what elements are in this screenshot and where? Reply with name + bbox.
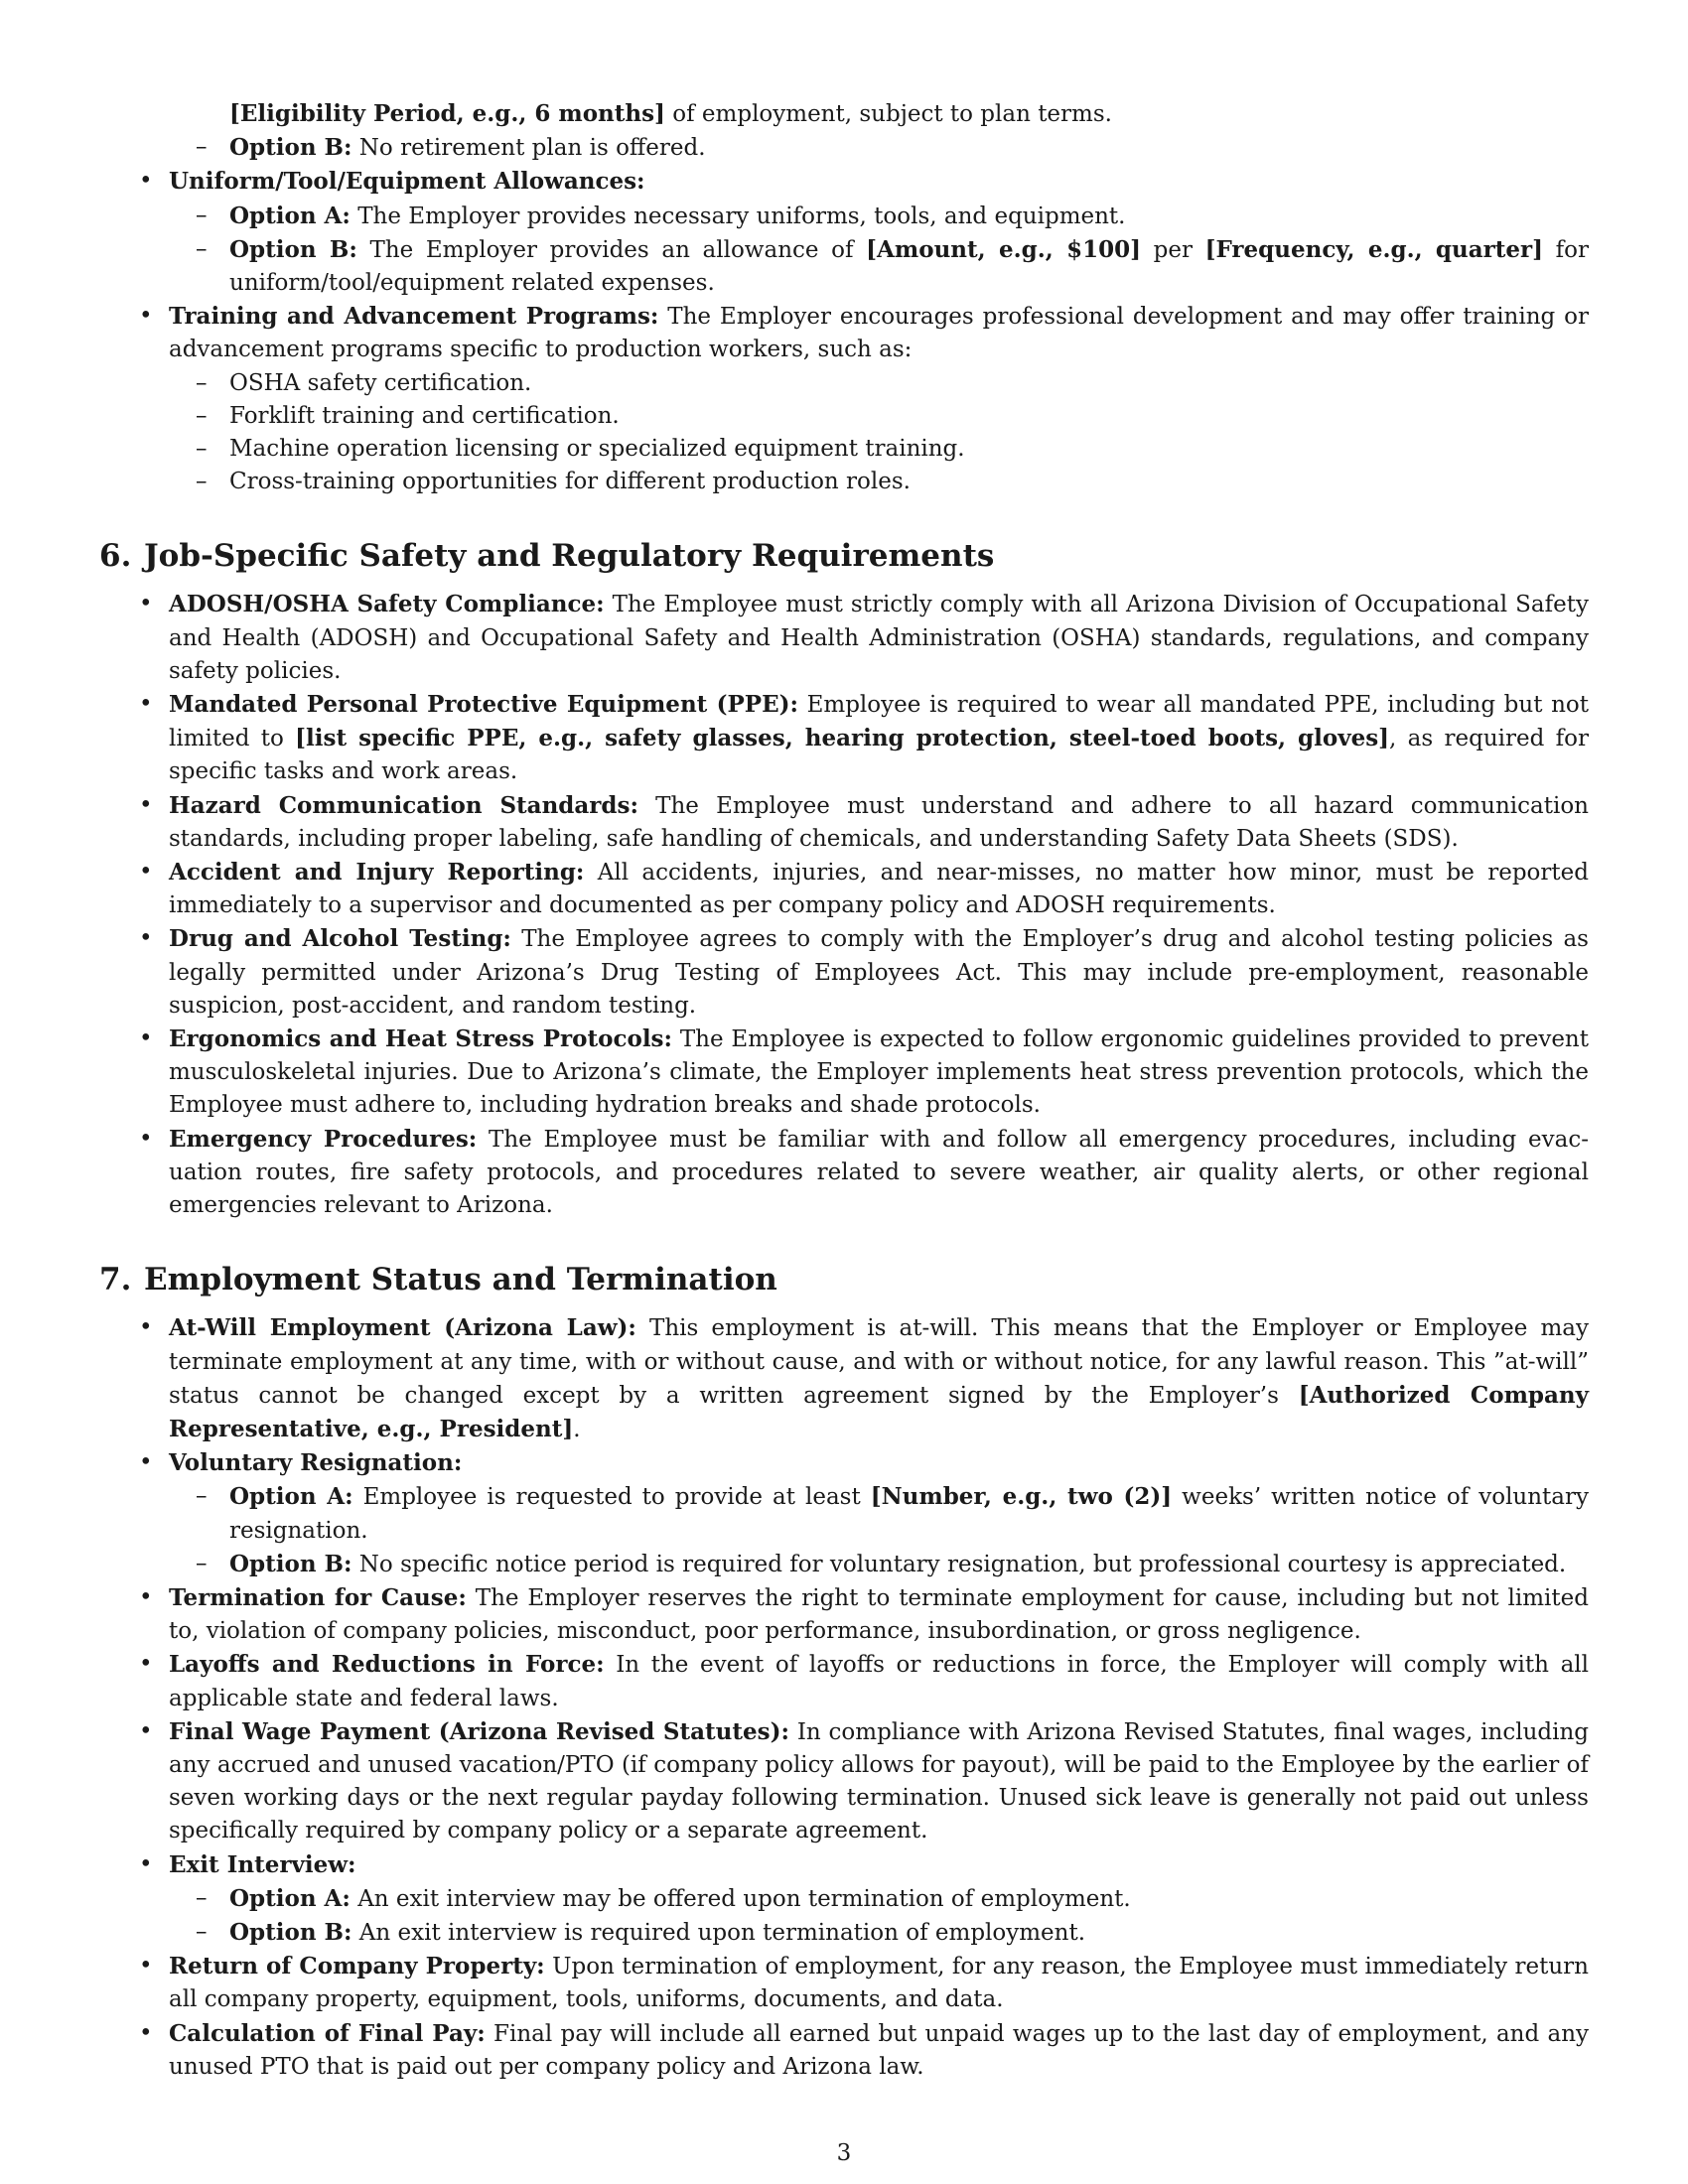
retirement-plan-item-continued	[99, 97, 1589, 165]
retirement-options	[169, 97, 1589, 165]
option-label: Option B:	[229, 235, 357, 263]
option-text: Employee is requested to provide at least	[352, 1484, 871, 1511]
benefits-list	[99, 165, 1589, 498]
item-title: Emergency Procedures:	[169, 1125, 478, 1153]
item-title: Accident and Injury Reporting:	[169, 859, 585, 887]
item-text: The Employer reserves the right to terminate employment for cause, including but not limited to, violation of company policies, misconduct, poor performance, insubordination, or gross negligence.	[169, 1584, 1589, 1645]
item-text: .	[573, 1416, 581, 1442]
accident-reporting-item	[99, 856, 1589, 922]
item-title: At-Will Employment (Arizona Law):	[169, 1314, 636, 1342]
training-item: – Cross-training opportunities for different production roles.	[169, 466, 1589, 498]
drug-testing-item	[99, 922, 1589, 1023]
final-wage-payment-item	[99, 1715, 1589, 1848]
retirement-option-a-text: of employment, subject to plan terms.	[664, 101, 1112, 127]
emergency-procedures-item	[99, 1123, 1589, 1223]
item-text: The Employee must strictly comply with all Arizona Division of Occupational Safety and Health (ADOSH) and Occupational Safety and Health Administration (OSHA) standards, regulations, and company safety policies.	[169, 592, 1589, 684]
retirement-option-a-continued	[169, 97, 1589, 131]
eligibility-period-placeholder: [Eligibility Period, e.g., 6 months]	[229, 100, 665, 127]
item-text: All accidents, injuries, and near-misses, no matter how minor, must be reported immediately to a supervisor and documented as per company policy and ADOSH requirements.	[169, 860, 1589, 919]
option-text: The Employer provides an allowance of	[356, 236, 867, 263]
option-text: No retirement plan is offered.	[352, 135, 706, 162]
layoffs-item	[99, 1648, 1589, 1714]
training-list	[169, 367, 1589, 499]
exit-option-a	[169, 1882, 1589, 1916]
training-item: – Machine operation licensing or specialized equipment training.	[169, 433, 1589, 466]
resignation-option-a	[169, 1480, 1589, 1547]
option-text: An exit interview may be offered upon termination of employment.	[350, 1885, 1131, 1912]
item-text: This employment is at-will. This means that the Employer or Employee may terminate employment at any time, with or without cause, and with or without notice, for any lawful reason. This ”at-will” status cannot be changed except by a written agreement signed by the Employer’s	[169, 1315, 1589, 1409]
ergonomics-item	[99, 1023, 1589, 1123]
resignation-options	[169, 1480, 1589, 1581]
item-title: Exit Interview:	[169, 1850, 356, 1878]
ppe-item	[99, 688, 1589, 789]
section-number: 7.	[99, 1262, 132, 1298]
item-text: In the event of layoffs or reductions in force, the Employer will comply with all applicable state and federal laws.	[169, 1652, 1589, 1711]
ppe-placeholder: [list specific PPE, e.g., safety glasses, hearing protection, steel-toed boots, gloves]	[295, 725, 1390, 752]
amount-placeholder: [Amount, e.g., $100]	[866, 235, 1141, 263]
item-text: Employee is required to wear all mandated PPE, including but not limited to	[169, 692, 1589, 752]
item-title: Layoffs and Reductions in Force:	[169, 1651, 605, 1679]
training-item: – OSHA safety certification.	[169, 367, 1589, 400]
item-title: Calculation of Final Pay:	[169, 2019, 486, 2047]
option-label: Option B:	[229, 1550, 352, 1577]
option-text: for uniform/tool/equipment related expenses.	[229, 236, 1590, 297]
option-label: Option B:	[229, 134, 352, 162]
uniform-option-a	[169, 200, 1589, 233]
exit-interview-item	[99, 1848, 1589, 1951]
training-programs-item	[99, 300, 1589, 498]
option-text: No specific notice period is required for voluntary resignation, but professional courtesy is appreciated.	[352, 1551, 1567, 1577]
item-text: The Employee is expected to follow ergonomic guidelines provided to prevent musculoskeletal injuries. Due to Arizona’s climate, the Employer implements heat stress prevention protocols, which the Employee must adhere to, including hydration breaks and shade protocols.	[169, 1026, 1589, 1119]
section-6-heading	[99, 536, 1589, 576]
item-text: The Employee must be familiar with and follow all emergency procedures, including evacuation routes, fire safety protocols, and procedures related to severe weather, air quality alerts, or other regional emergencies relevant to Arizona.	[169, 1126, 1589, 1219]
uniform-options	[169, 200, 1589, 301]
benefits-list-continued	[99, 97, 1589, 165]
resignation-option-b	[169, 1548, 1589, 1581]
item-title: Hazard Communication Standards:	[169, 791, 638, 819]
item-text: In compliance with Arizona Revised Statutes, final wages, including any accrued and unused vacation/PTO (if company policy allows for payout), will be paid to the Employee by the earlier of seven working days or the next regular payday following termination. Unused sick leave is generally not paid out unless specifically required by company policy or a separate agreement.	[169, 1718, 1589, 1844]
item-title: Uniform/Tool/Equipment Allowances:	[169, 168, 645, 196]
option-label: Option A:	[229, 1483, 353, 1511]
section-7-heading	[99, 1260, 1589, 1299]
option-label: Option B:	[229, 1918, 352, 1946]
section-6-list	[99, 588, 1589, 1222]
item-title: Drug and Alcohol Testing:	[169, 925, 511, 953]
item-title: ADOSH/OSHA Safety Compliance:	[169, 591, 605, 618]
item-title: Training and Advancement Programs:	[169, 303, 659, 331]
retirement-option-b	[169, 131, 1589, 165]
option-text: weeks’ written notice of voluntary resignation.	[229, 1484, 1589, 1544]
uniform-allowance-item	[99, 165, 1589, 300]
item-title: Voluntary Resignation:	[169, 1449, 463, 1477]
representative-placeholder: [Authorized Company Representative, e.g., President]	[169, 1381, 1589, 1442]
section-7-list	[99, 1311, 1589, 2084]
hazard-communication-item	[99, 789, 1589, 856]
page-number: 3	[836, 2140, 852, 2166]
at-will-item	[99, 1311, 1589, 1446]
option-label: Option A:	[229, 202, 351, 229]
return-property-item	[99, 1950, 1589, 2016]
item-title: Final Wage Payment (Arizona Revised Statutes):	[169, 1717, 789, 1745]
item-title: Mandated Personal Protective Equipment (PPE):	[169, 691, 798, 719]
frequency-placeholder: [Frequency, e.g., quarter]	[1204, 235, 1544, 263]
final-pay-item	[99, 2017, 1589, 2084]
voluntary-resignation-item	[99, 1446, 1589, 1581]
item-text: Final pay will include all earned but unpaid wages up to the last day of employment, and any unused PTO that is paid out per company policy and Arizona law.	[169, 2020, 1589, 2080]
termination-for-cause-item	[99, 1581, 1589, 1648]
section-number: 6.	[99, 538, 132, 575]
notice-weeks-placeholder: [Number, e.g., two (2)]	[870, 1483, 1173, 1511]
item-text: Upon termination of employment, for any reason, the Employee must immediately return all company property, equipment, tools, uniforms, documents, and data.	[169, 1954, 1589, 2013]
item-text: , as required for specific tasks and work areas.	[169, 726, 1589, 785]
exit-interview-options	[169, 1882, 1589, 1950]
item-title: Ergonomics and Heat Stress Protocols:	[169, 1025, 672, 1053]
item-text: The Employee agrees to comply with the Employer’s drug and alcohol testing policies as legally permitted under Arizona’s Drug Testing of Employees Act. This may include pre-employment, reasonable suspicion, post-accident, and random testing.	[169, 926, 1589, 1019]
training-item: – Forklift training and certification.	[169, 400, 1589, 433]
exit-option-b	[169, 1916, 1589, 1950]
item-title: Return of Company Property:	[169, 1953, 545, 1980]
item-title: Termination for Cause:	[169, 1583, 467, 1611]
item-text: The Employer encourages professional development and may offer training or advancement programs specific to production workers, such as:	[169, 304, 1589, 363]
uniform-option-b	[169, 233, 1589, 300]
item-text: The Employee must understand and adhere to all hazard communication standards, including proper labeling, safe handling of chemicals, and understanding Safety Data Sheets (SDS).	[169, 792, 1589, 852]
option-text: per	[1140, 236, 1205, 263]
option-label: Option A:	[229, 1884, 351, 1912]
section-title: Job-Specific Safety and Regulatory Requirements	[144, 538, 995, 575]
section-title: Employment Status and Termination	[144, 1262, 777, 1298]
adosh-compliance-item	[99, 588, 1589, 688]
option-text: The Employer provides necessary uniforms, tools, and equipment.	[350, 203, 1126, 229]
document-content	[99, 97, 1589, 2084]
option-text: An exit interview is required upon termination of employment.	[352, 1919, 1086, 1946]
